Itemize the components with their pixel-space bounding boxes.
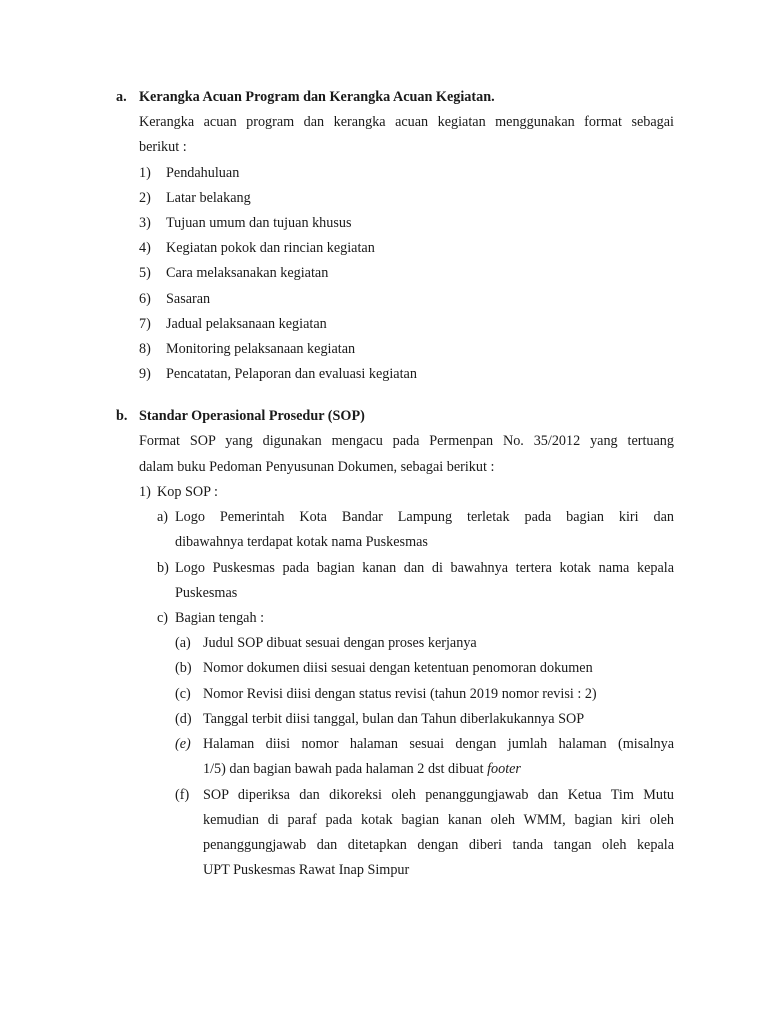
section-b-intro-line: dalam buku Pedoman Penyusunan Dokumen, sebagai berikut : — [139, 459, 495, 475]
section-b-marker: b. — [116, 408, 128, 424]
nested-item-text: Tanggal terbit diisi tanggal, bulan dan Tahun diberlakukannya SOP — [203, 711, 585, 727]
list-item-text: Cara melaksanakan kegiatan — [166, 265, 329, 281]
list-item-number: 2) — [139, 190, 151, 206]
list-item-text: Pencatatan, Pelaporan dan evaluasi kegiatan — [166, 366, 417, 382]
list-item-text: Jadual pelaksanaan kegiatan — [166, 316, 327, 332]
nested-item-text: kemudian di paraf pada kotak bagian kanan oleh WMM, bagian kiri oleh — [203, 812, 674, 828]
sub-item-text: dibawahnya terdapat kotak nama Puskesmas — [175, 534, 428, 550]
list-item-text: Monitoring pelaksanaan kegiatan — [166, 341, 356, 357]
nested-item-label: (a) — [175, 635, 191, 651]
section-a-intro-line: berikut : — [139, 139, 187, 155]
nested-item-text: penanggungjawab dan ditetapkan dengan diberi tanda tangan oleh kepala — [203, 837, 674, 853]
sub-item-label: a) — [157, 509, 169, 525]
list-item-number: 3) — [139, 215, 151, 231]
section-b-intro-line: Format SOP yang digunakan mengacu pada Permenpan No. 35/2012 yang tertuang — [139, 433, 674, 449]
sub-item-label: c) — [157, 610, 169, 626]
list-item-text: Tujuan umum dan tujuan khusus — [166, 215, 352, 231]
nested-item-text: Halaman diisi nomor halaman sesuai dengan jumlah halaman (misalnya — [203, 736, 674, 752]
list-item-text: Sasaran — [166, 291, 211, 307]
list-item-number: 1) — [139, 165, 151, 181]
nested-item-text: UPT Puskesmas Rawat Inap Simpur — [203, 862, 410, 878]
list-item-number: 4) — [139, 240, 151, 256]
section-a-heading: Kerangka Acuan Program dan Kerangka Acuan Kegiatan. — [139, 89, 495, 105]
section-b-heading: Standar Operasional Prosedur (SOP) — [139, 408, 365, 424]
list-item-number: 6) — [139, 291, 151, 307]
list-item-number: 5) — [139, 265, 151, 281]
nested-item-text-plain: 1/5) dan bagian bawah pada halaman 2 dst dibuat — [203, 761, 488, 777]
nested-item-label: (b) — [175, 660, 192, 676]
section-a-marker: a. — [116, 89, 127, 105]
nested-item-text — [203, 760, 521, 778]
footer-term: footer — [487, 761, 521, 777]
nested-item-label: (f) — [175, 787, 190, 803]
list-item-text: Latar belakang — [166, 190, 251, 206]
section-a-intro-line: Kerangka acuan program dan kerangka acuan kegiatan menggunakan format sebagai — [139, 114, 674, 130]
list-item-number: 1) — [139, 484, 151, 500]
sub-item-text: Puskesmas — [175, 585, 238, 601]
nested-item-text: SOP diperiksa dan dikoreksi oleh penanggungjawab dan Ketua Tim Mutu — [203, 787, 674, 803]
sub-item-text: Bagian tengah : — [175, 610, 265, 626]
sub-item-text: Logo Puskesmas pada bagian kanan dan di bawahnya tertera kotak nama kepala — [175, 560, 674, 576]
nested-item-label: (d) — [175, 711, 192, 727]
nested-item-text: Judul SOP dibuat sesuai dengan proses kerjanya — [203, 635, 477, 651]
nested-item-text: Nomor dokumen diisi sesuai dengan ketentuan penomoran dokumen — [203, 660, 593, 676]
nested-item-label: (e) — [175, 736, 191, 752]
list-item-text: Pendahuluan — [166, 165, 240, 181]
nested-item-text: Nomor Revisi diisi dengan status revisi (tahun 2019 nomor revisi : 2) — [203, 686, 597, 702]
list-item-text: Kop SOP : — [157, 484, 218, 500]
sub-item-label: b) — [157, 560, 169, 576]
list-item-number: 8) — [139, 341, 151, 357]
sub-item-text: Logo Pemerintah Kota Bandar Lampung terletak pada bagian kiri dan — [175, 509, 674, 525]
list-item-text: Kegiatan pokok dan rincian kegiatan — [166, 240, 375, 256]
list-item-number: 7) — [139, 316, 151, 332]
list-item-number: 9) — [139, 366, 151, 382]
nested-item-label: (c) — [175, 686, 191, 702]
